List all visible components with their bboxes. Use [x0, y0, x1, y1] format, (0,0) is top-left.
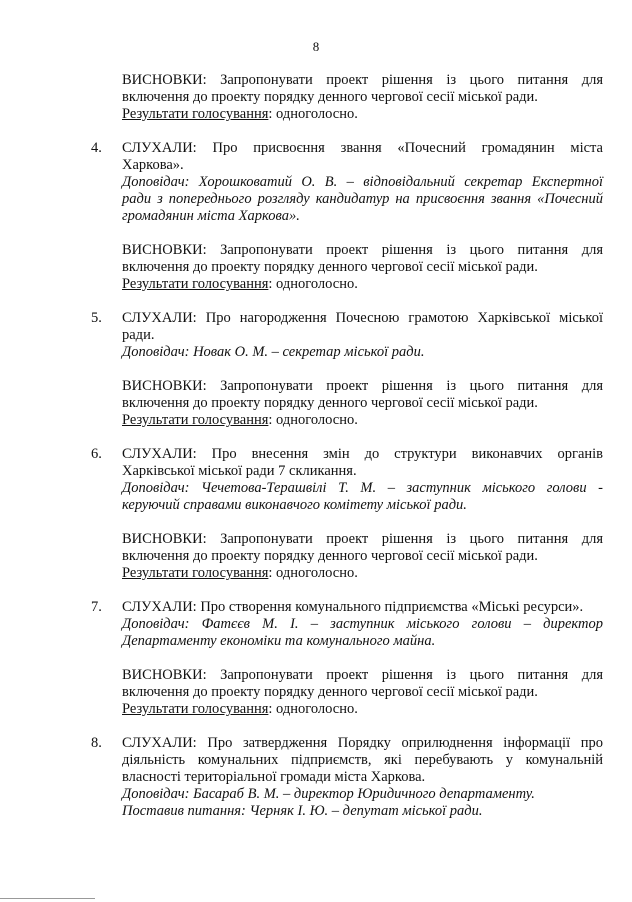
- vote-label: Результати голосування: [122, 701, 269, 717]
- speaker-line: Департаменту економіки та комунального майна.: [122, 633, 436, 649]
- conclusion-line-2: включення до проекту порядку денного чергової сесії міської ради.: [122, 259, 538, 275]
- item-number: 8.: [91, 735, 102, 751]
- agenda-item-8: [122, 735, 603, 820]
- vote-result: [122, 701, 603, 718]
- item-number: 5.: [91, 310, 102, 326]
- speaker-line: Доповідач: Фатєєв М. І. – заступник міського голови – директор: [122, 616, 603, 632]
- speaker-line: Доповідач: Чечетова-Терашвілі Т. М. – заступник міського голови -: [122, 480, 603, 496]
- vote-result: [122, 412, 603, 429]
- item-number: 6.: [91, 446, 102, 462]
- heard-label: СЛУХАЛИ:: [122, 140, 197, 156]
- vote-result: [122, 565, 603, 582]
- speaker-line: ради з попереднього розгляду кандидатур на присвоєння звання «Почесний: [122, 191, 603, 207]
- vote-label: Результати голосування: [122, 106, 269, 122]
- conclusion-intro: [122, 72, 603, 123]
- vote-label: Результати голосування: [122, 412, 269, 428]
- vote-value: : одноголосно.: [268, 276, 358, 292]
- question-raised-line: Поставив питання: Черняк І. Ю. – депутат міської ради.: [122, 803, 483, 819]
- conclusion-label: ВИСНОВКИ:: [122, 667, 207, 683]
- vote-value: : одноголосно.: [268, 106, 358, 122]
- vote-value: : одноголосно.: [268, 565, 358, 581]
- conclusion-label: ВИСНОВКИ:: [122, 72, 207, 88]
- vote-result: [122, 276, 603, 293]
- agenda-item-6: [122, 446, 603, 514]
- agenda-item-7: [122, 599, 603, 650]
- vote-value: : одноголосно.: [268, 701, 358, 717]
- heard-line-3: власності територіальної громади міста Харкова.: [122, 769, 426, 785]
- conclusion-text: Запропонувати проект рішення із цього питання для: [220, 378, 603, 394]
- item-number: 7.: [91, 599, 102, 615]
- conclusion-text: Запропонувати проект рішення із цього питання для: [220, 531, 603, 547]
- agenda-item-4: [122, 140, 603, 225]
- item-number: 4.: [91, 140, 102, 156]
- conclusion-item-6: [122, 531, 603, 582]
- heard-text: Про внесення змін до структури виконавчих органів: [211, 446, 604, 462]
- heard-line-2: діяльність комунальних підприємств, які перебувають у комунальній: [122, 752, 603, 768]
- conclusion-item-5: [122, 378, 603, 429]
- heard-text: Про присвоєння звання «Почесний громадянин міста: [212, 140, 603, 156]
- vote-label: Результати голосування: [122, 276, 269, 292]
- speaker-line: Доповідач: Новак О. М. – секретар міської ради.: [122, 344, 425, 360]
- scan-edge-divider: [0, 898, 95, 902]
- vote-result: [122, 106, 603, 123]
- speaker-line: керуючий справами виконавчого комітету міської ради.: [122, 497, 467, 513]
- heard-text: Про створення комунального підприємства «Міські ресурси».: [200, 599, 584, 615]
- conclusion-item-7: [122, 667, 603, 718]
- heard-text: Про затвердження Порядку оприлюднення інформації про: [207, 735, 603, 751]
- agenda-item-5: [122, 310, 603, 361]
- conclusion-line-2: включення до проекту порядку денного чергової сесії міської ради.: [122, 395, 538, 411]
- conclusion-text: Запропонувати проект рішення із цього питання для: [220, 72, 603, 88]
- conclusion-text: Запропонувати проект рішення із цього питання для: [220, 667, 603, 683]
- conclusion-label: ВИСНОВКИ:: [122, 531, 207, 547]
- heard-label: СЛУХАЛИ:: [122, 446, 197, 462]
- conclusion-line: [122, 72, 603, 89]
- speaker-line: Доповідач: Басараб В. М. – директор Юридичного департаменту.: [122, 786, 535, 802]
- conclusion-item-4: [122, 242, 603, 293]
- vote-label: Результати голосування: [122, 565, 269, 581]
- speaker-line: громадянин міста Харкова».: [122, 208, 300, 224]
- heard-line-2: Харкова».: [122, 157, 184, 173]
- conclusion-label: ВИСНОВКИ:: [122, 242, 207, 258]
- heard-label: СЛУХАЛИ:: [122, 599, 197, 615]
- speaker-line: Доповідач: Хорошковатий О. В. – відповідальний секретар Експертної: [122, 174, 603, 190]
- conclusion-label: ВИСНОВКИ:: [122, 378, 207, 394]
- heard-label: СЛУХАЛИ:: [122, 735, 197, 751]
- heard-line-2: Харківської міської ради 7 скликання.: [122, 463, 357, 479]
- conclusion-line-2: включення до проекту порядку денного чергової сесії міської ради.: [122, 548, 538, 564]
- vote-value: : одноголосно.: [268, 412, 358, 428]
- heard-label: СЛУХАЛИ:: [122, 310, 197, 326]
- conclusion-line-2: включення до проекту порядку денного чергової сесії міської ради.: [122, 684, 538, 700]
- heard-line: [122, 140, 603, 157]
- conclusion-text: Запропонувати проект рішення із цього питання для: [220, 242, 603, 258]
- conclusion-line-2: включення до проекту порядку денного чергової сесії міської ради.: [122, 89, 538, 105]
- heard-text: Про нагородження Почесною грамотою Харківської міської: [205, 310, 603, 326]
- page-number: 8: [312, 39, 320, 54]
- heard-line-2: ради.: [122, 327, 155, 343]
